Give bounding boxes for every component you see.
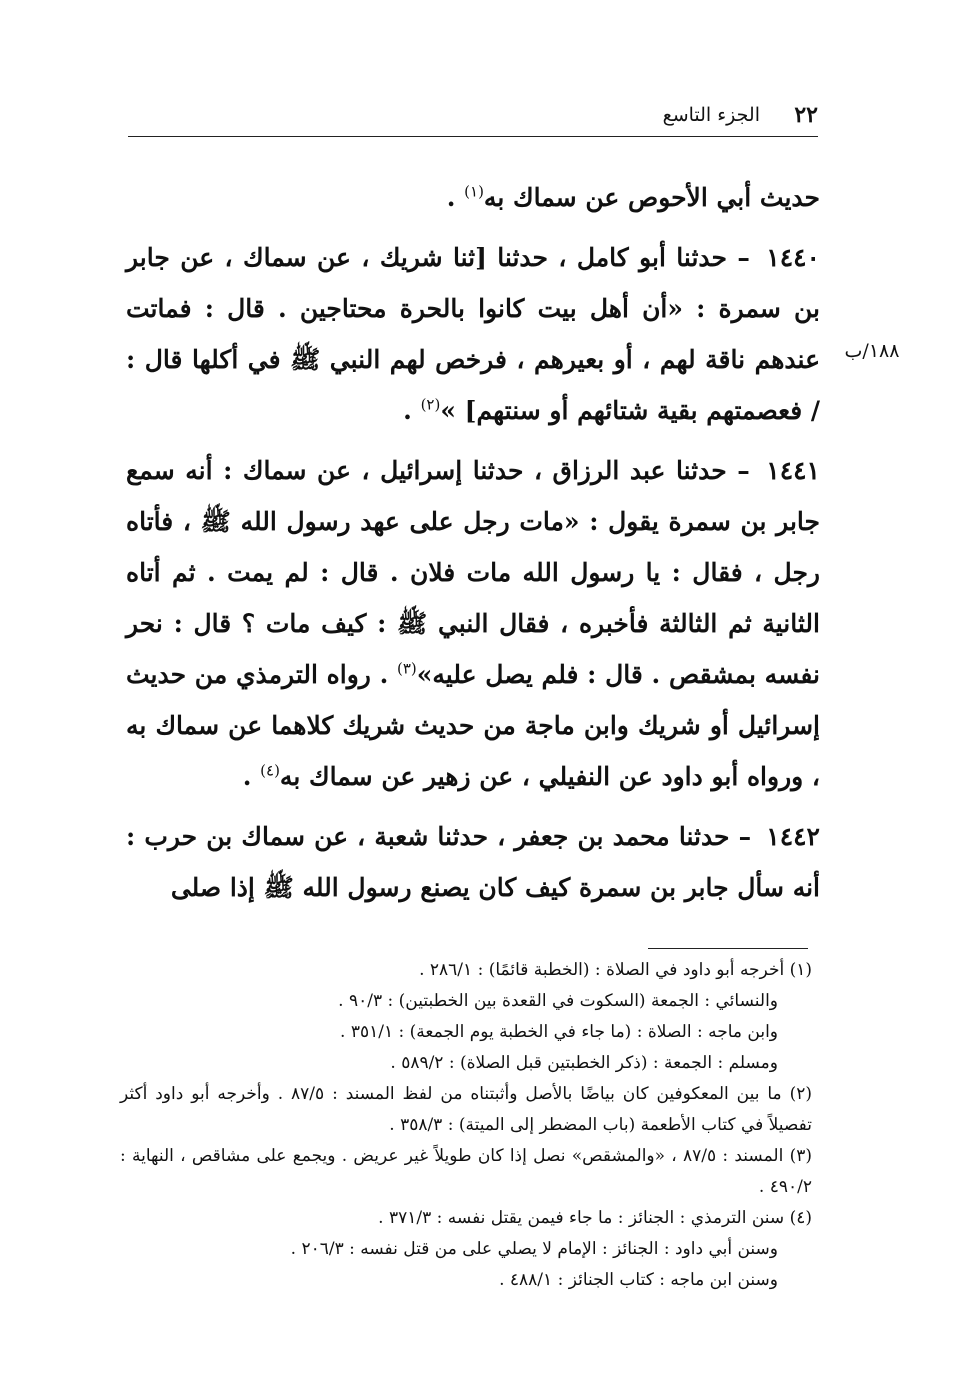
footnote-line: ومسلم : الجمعة : (ذكر الخطبتين قبل الصلاة) : ٥٨٩/٢ . — [390, 1053, 778, 1073]
footnote-line: (٣) المسند : ٨٧/٥ ، «والمشقص» نصل إذا كان طويلاً غير عريض . ويجمع على مشاقص ، النهاية : ٤٩٠/٢ . — [120, 1146, 812, 1197]
footnote-separator — [648, 948, 808, 949]
hadith-text: – حدثنا محمد بن جعفر ، حدثنا شعبة ، عن سماك بن حرب : أنه سأل جابر بن سمرة كيف كان يصنع رسول الله ﷺ إذا صلى — [126, 822, 820, 902]
page-number: ٢٢ — [794, 102, 818, 128]
hadith-1440 — [126, 232, 820, 436]
footnote-line: وابن ماجه : الصلاة : (ما جاء في الخطبة يوم الجمعة) : ٣٥١/١ . — [340, 1022, 778, 1042]
hadith-end: . — [242, 762, 261, 791]
heading-end: . — [446, 183, 465, 212]
manuscript-folio-note: ١٨٨/ب — [844, 340, 900, 362]
footnote-ref: (٣) — [397, 659, 417, 678]
heading-text: حديث أبي الأحوص عن سماك به — [483, 183, 820, 212]
footnote-line: (٢) ما بين المعكوفين كان بياضًا بالأصل وأثبتناه من لفظ المسند : ٨٧/٥ . وأخرجه أبو داود أكثر تفصيلاً في كتاب الأطعمة (باب المضطر إلى الميتة) : ٣٥٨/٣ . — [120, 1084, 812, 1135]
hadith-number: ١٤٤١ — [766, 456, 820, 485]
hadith-end: . — [403, 396, 421, 425]
footnote-line: وسنن ابن ماجه : كتاب الجنائز : ٤٨٨/١ . — [499, 1270, 778, 1290]
hadith-number: ١٤٤٠ — [766, 243, 820, 272]
part-title: الجزء التاسع — [662, 104, 760, 126]
hadith-1441 — [126, 445, 820, 802]
hadith-commentary: . رواه الترمذي من حديث إسرائيل أو شريك وابن ماجة من حديث شريك كلاهما عن سماك به ، ورواه أبو داود عن النفيلي ، عن زهير عن سماك به — [126, 660, 820, 791]
footnote-ref: (٤) — [260, 761, 280, 780]
footnote-line: (١) أخرجه أبو داود في الصلاة : (الخطبة قائمًا) : ٢٨٦/١ . — [419, 960, 812, 980]
footnote-ref: (٢) — [420, 395, 441, 414]
section-heading — [126, 172, 820, 223]
footnote-ref: (١) — [464, 182, 484, 201]
hadith-text: – حدثنا عبد الرزاق ، حدثنا إسرائيل ، عن سماك : أنه سمع جابر بن سمرة يقول : «مات رجل على عهد رسول الله ﷺ ، فأتاه رجل ، فقال : يا رسول الله مات فلان . قال : لم يمت . ثم أتاه الثانية ثم الثالثة فأخبره ، فقال النبي ﷺ : كيف مات ؟ قال : نحر نفسه بمشقص . قال : فلم يصل عليه» — [126, 456, 820, 689]
header-rule — [128, 136, 818, 137]
main-text — [126, 172, 820, 913]
hadith-text: – حدثنا أبو كامل ، حدثنا [ثنا شريك ، عن سماك ، عن جابر بن سمرة : «أن أهل بيت كانوا بالحرة محتاجين . قال : فماتت عندهم ناقة لهم ، أو بعيرهم ، فرخص لهم النبي ﷺ في أكلها قال : / فعصمتهم بقية شتائهم أو سنتهم] » — [126, 243, 820, 425]
footnote-line: وسنن أبي داود : الجنائز : الإمام لا يصلي على من قتل نفسه : ٢٠٦/٣ . — [290, 1239, 778, 1259]
page-header — [128, 96, 818, 136]
hadith-number: ١٤٤٢ — [766, 822, 820, 851]
hadith-1442 — [126, 811, 820, 913]
footnotes — [120, 955, 812, 1296]
footnote-line: والنسائي : الجمعة (السكوت في القعدة بين الخطبتين) : ٩٠/٣ . — [338, 991, 778, 1011]
footnote-line: (٤) سنن الترمذي : الجنائز : ما جاء فيمن يقتل نفسه : ٣٧١/٣ . — [378, 1208, 812, 1228]
